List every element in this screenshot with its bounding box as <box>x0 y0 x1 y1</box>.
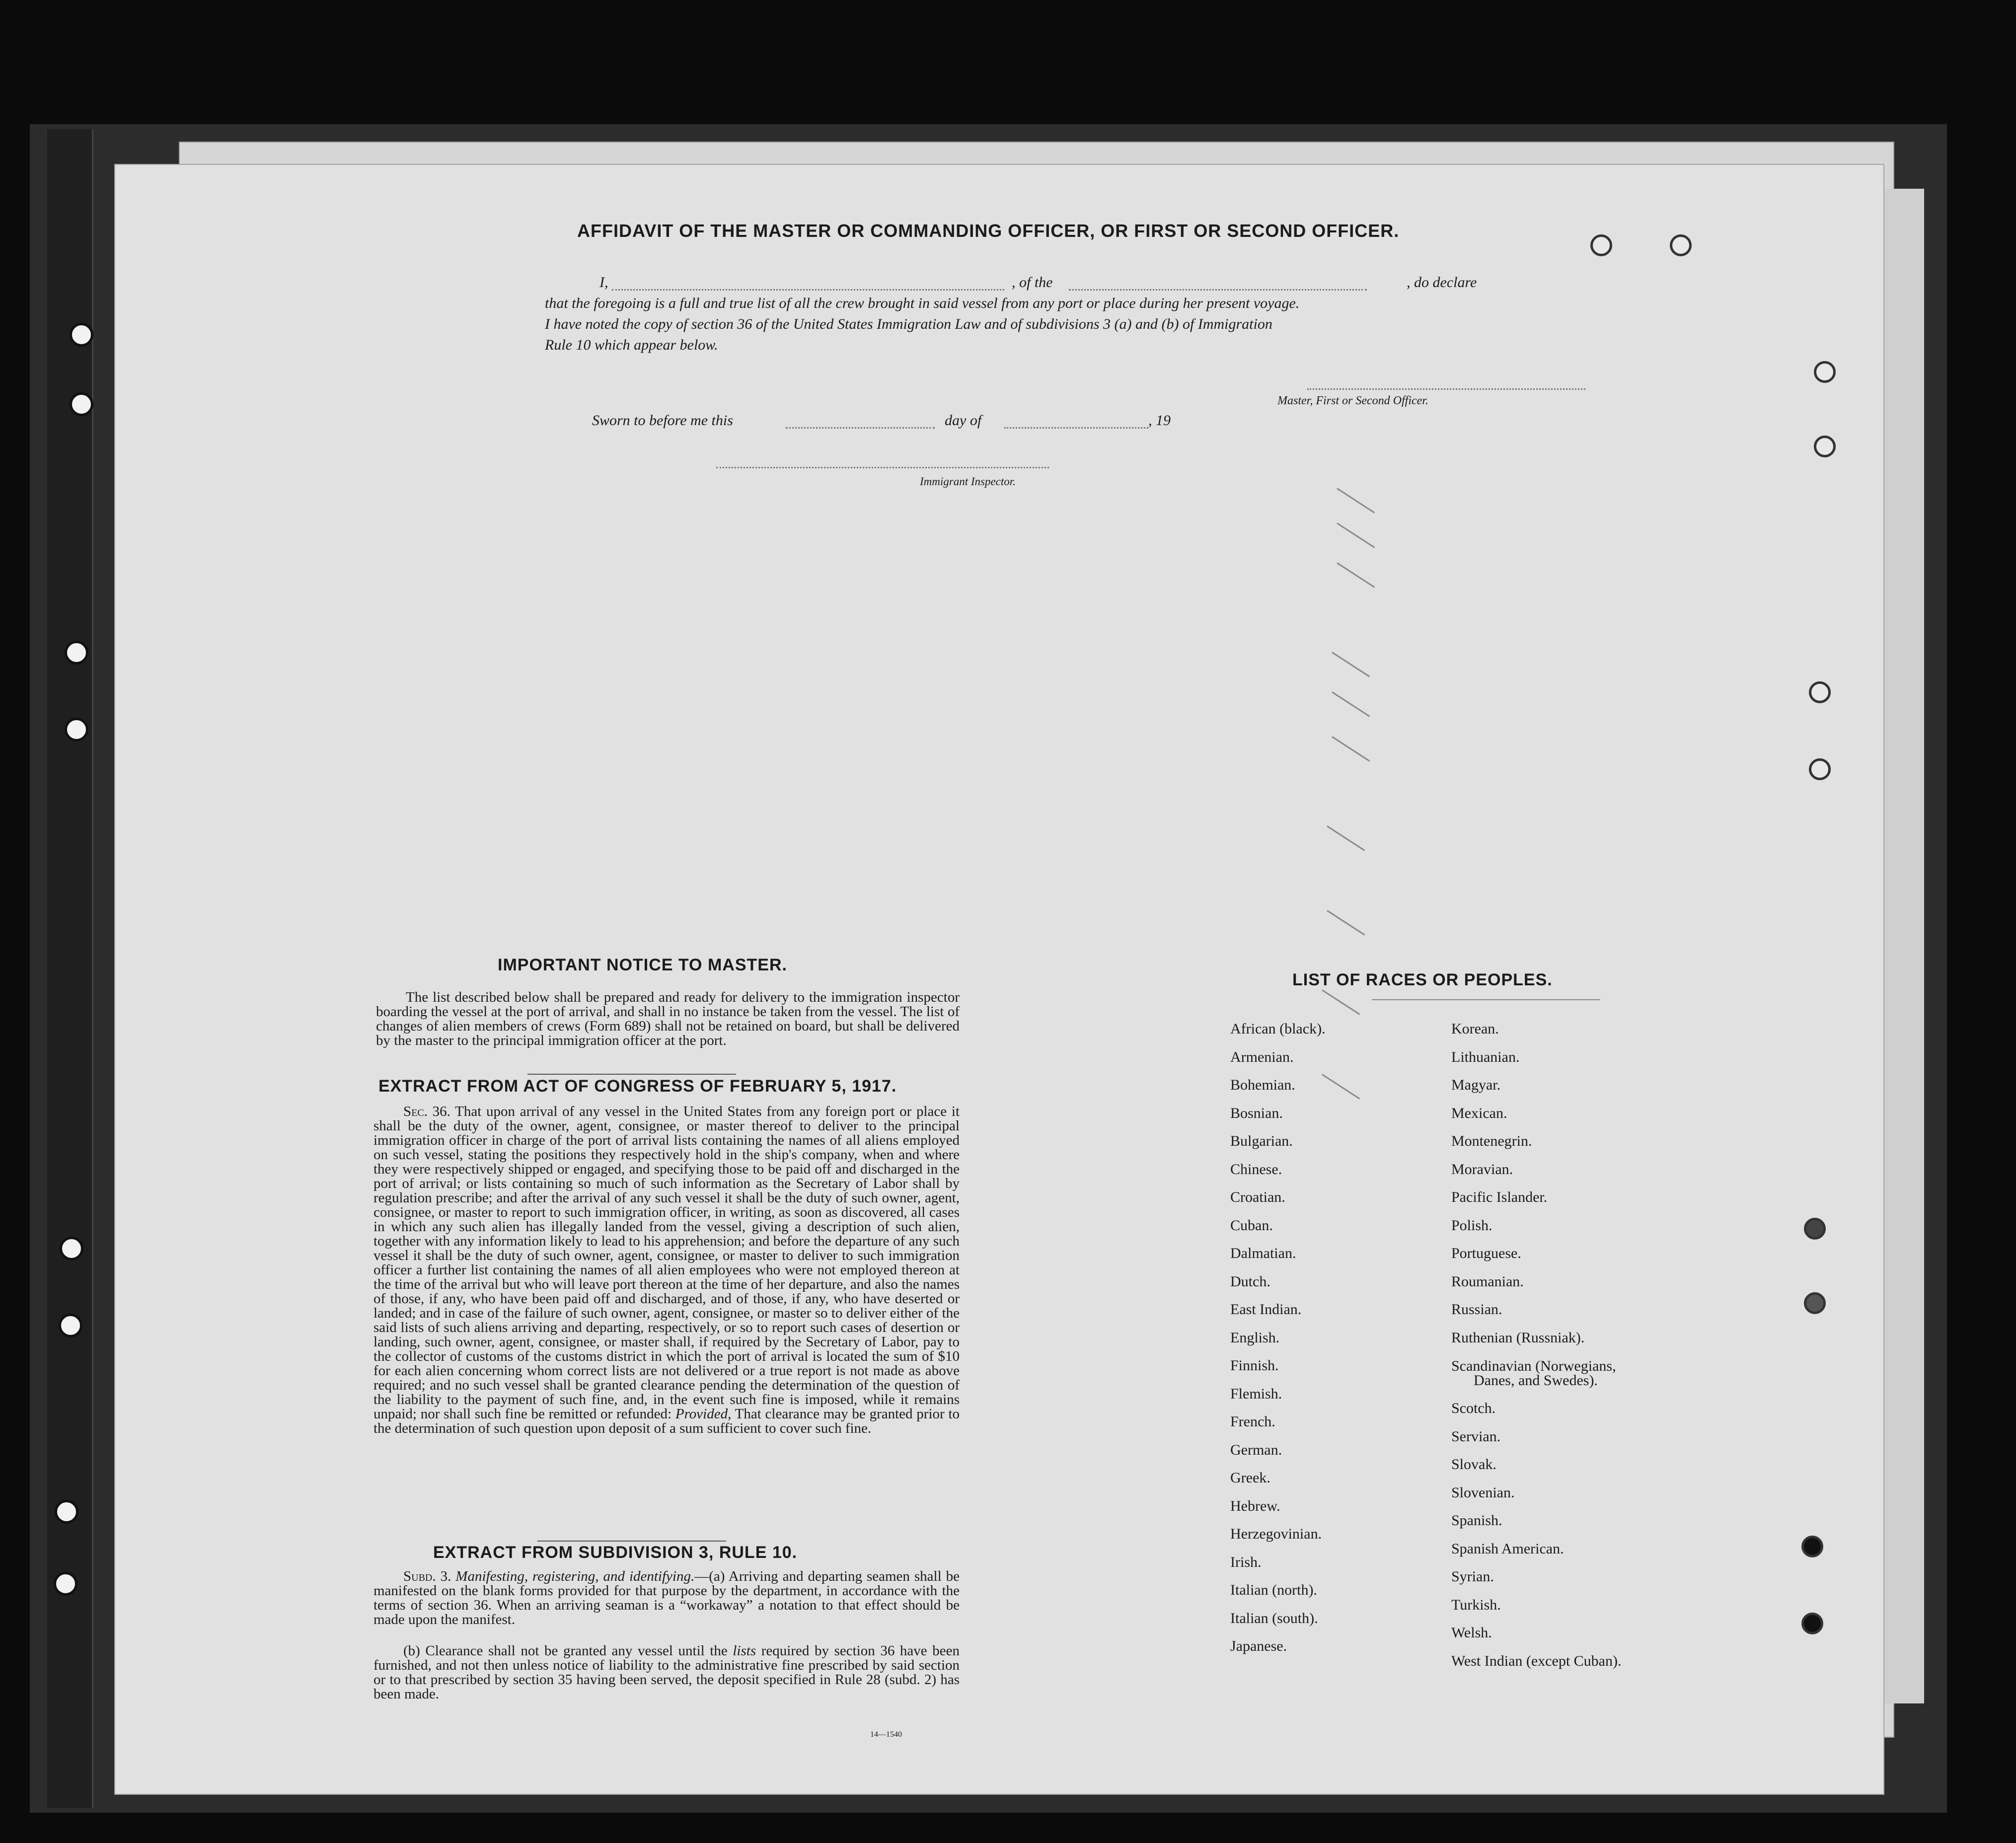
binder-hole <box>65 718 88 741</box>
page-hole <box>1804 1292 1826 1314</box>
sworn-text: Sworn to before me this <box>592 412 733 429</box>
race-item: Dalmatian. <box>1230 1245 1296 1261</box>
page-hole <box>1814 436 1836 457</box>
binder-hole <box>59 1314 82 1337</box>
binder-hole <box>55 1500 78 1524</box>
races-column-1 <box>1230 1015 1326 1661</box>
page-hole <box>1809 758 1831 780</box>
race-item: Italian (south). <box>1230 1610 1318 1626</box>
race-item: Scotch. <box>1451 1400 1496 1416</box>
sworn-month-blank <box>1004 427 1148 429</box>
vessel-blank <box>1069 289 1367 291</box>
race-item: Italian (north). <box>1230 1582 1317 1598</box>
race-item: African (black). <box>1230 1021 1326 1037</box>
race-item: Danes, and Swedes). <box>1474 1372 1598 1389</box>
sec-label: Sec. 36. <box>403 1104 450 1119</box>
pen-mark <box>1332 736 1370 762</box>
provided-word: Provided, <box>675 1406 732 1422</box>
race-item: German. <box>1230 1441 1282 1458</box>
race-item: Magyar. <box>1451 1077 1501 1093</box>
race-item: Bulgarian. <box>1230 1133 1293 1149</box>
pen-mark <box>1332 652 1370 677</box>
race-item: Armenian. <box>1230 1048 1294 1065</box>
signature-label: Master, First or Second Officer. <box>1277 394 1428 407</box>
race-item: Moravian. <box>1451 1161 1513 1178</box>
notice-rule <box>527 1074 736 1075</box>
race-item: Slovenian. <box>1451 1484 1515 1501</box>
races-column-2 <box>1451 1015 1621 1675</box>
race-item: Roumanian. <box>1451 1273 1524 1290</box>
extract-rule-para-b <box>373 1644 960 1701</box>
race-item: Ruthenian (Russniak). <box>1451 1329 1585 1346</box>
binder-hole <box>60 1237 83 1260</box>
page-hole <box>1804 1218 1826 1240</box>
extract-rule-para-a <box>373 1569 960 1627</box>
pen-mark <box>1337 562 1375 588</box>
name-blank <box>612 289 1004 291</box>
race-item: Flemish. <box>1230 1385 1282 1402</box>
binder-hole <box>70 323 93 347</box>
race-item: Pacific Islander. <box>1451 1189 1548 1205</box>
page-hole <box>1670 234 1692 256</box>
page-hole <box>1801 1613 1823 1634</box>
sworn-year: , 19 <box>1148 412 1171 429</box>
race-item: Welsh. <box>1451 1624 1492 1641</box>
sworn-date-blank <box>786 427 935 429</box>
race-item: Hebrew. <box>1230 1497 1280 1514</box>
race-item: Korean. <box>1451 1021 1499 1037</box>
race-item: Bosnian. <box>1230 1105 1283 1121</box>
affidavit-i: I, <box>599 274 608 291</box>
pen-mark <box>1327 910 1365 936</box>
race-item: Turkish. <box>1451 1596 1501 1613</box>
pen-mark <box>1322 1074 1360 1100</box>
race-item: West Indian (except Cuban). <box>1451 1652 1622 1669</box>
races-rule <box>1372 999 1600 1000</box>
pen-mark <box>1337 488 1375 514</box>
sworn-day-of: day of <box>945 412 982 429</box>
page-hole <box>1809 681 1831 703</box>
race-item: Cuban. <box>1230 1217 1273 1234</box>
race-item: Herzegovinian. <box>1230 1526 1322 1542</box>
race-item: Montenegrin. <box>1451 1133 1532 1149</box>
affidavit-line2: that the foregoing is a full and true list of all the crew brought in said vessel from any port or place during her present voyage. <box>545 295 1300 311</box>
race-item: Greek. <box>1230 1470 1270 1486</box>
pen-mark <box>1322 989 1360 1015</box>
signature-blank <box>1307 388 1585 390</box>
form-number: 14—1540 <box>870 1730 902 1739</box>
binder-strip <box>47 129 93 1808</box>
binder-hole <box>70 392 93 416</box>
inspector-label: Immigrant Inspector. <box>920 475 1016 488</box>
subd-italic: Manifesting, registering, and identifying. <box>455 1568 695 1584</box>
race-item: Polish. <box>1451 1217 1493 1234</box>
affidavit-line3: I have noted the copy of section 36 of the United States Immigration Law and of subdivisions 3 (a) and (b) of Immigration <box>545 316 1272 332</box>
inspector-blank <box>716 467 1049 468</box>
race-item: Croatian. <box>1230 1189 1285 1205</box>
race-item: Portuguese. <box>1451 1245 1521 1261</box>
race-item: Mexican. <box>1451 1105 1507 1121</box>
race-item: Spanish American. <box>1451 1540 1564 1557</box>
extract-rule-title: EXTRACT FROM SUBDIVISION 3, RULE 10. <box>433 1543 798 1562</box>
affidavit-of-the: , of the <box>1012 274 1053 291</box>
race-item: Bohemian. <box>1230 1077 1295 1093</box>
race-item: English. <box>1230 1329 1280 1346</box>
sec-body: That upon arrival of any vessel in the United States from any foreign port or place it shall be the duty of the owner, agent, consignee, or master thereof to deliver to the principal immigration officer in charge of the port of arrival lists containing the names of all aliens employed on such vessel, stating the positions they respectively hold in the ship's company, when and where they were respectively shipped or engaged, and specifying those to be paid off and discharged in the port of arrival; or lists containing so much of such information as the Secretary of Labor shall by regulation prescribe; and after the arrival of any such vessel it shall be the duty of such owner, agent, consignee, or master to report to such immigration officer, in writing, as soon as discovered, all cases in which any such alien has illegally landed from the vessel, giving a description of such alien, together with any information likely to lead to his apprehension; and before the departure of any such vessel it shall be the duty of such owner, agent, consignee, or master to deliver to such immigration officer a further list containing the names of all alien employees who were not employed thereon at the time of the arrival but who will leave port thereon at the time of her departure, and also the names of those, if any, who have been paid off and discharged, and of those, if any, who have deserted or landed; and in case of the failure of such owner, agent, consignee, or master so to deliver either of the said lists of such aliens arriving and departing, respectively, or so to report such cases of desertion or landing, such owner, agent, consignee, or master shall, if required by the Secretary of Labor, pay to the collector of customs of the customs district in which the port of arrival is located the sum of $10 for each alien concerning whom correct lists are not delivered or a true report is not made as above required; and no such vessel shall be granted clearance pending the determination of the question of the liability to the payment of such fine, and, in the event such fine is imposed, while it remains unpaid; nor shall such fine be remitted or refunded: <box>373 1104 960 1422</box>
pen-mark <box>1327 825 1365 851</box>
race-item: Finnish. <box>1230 1357 1279 1374</box>
race-item: Lithuanian. <box>1451 1048 1520 1065</box>
para-b-start: (b) Clearance shall not be granted any vessel until the <box>403 1643 728 1659</box>
sec-body-end: That clearance may be granted prior to the determination of such question upon deposit of a sum sufficient to cover such fine. <box>373 1406 960 1436</box>
page-hole <box>1801 1536 1823 1557</box>
affidavit-title: AFFIDAVIT OF THE MASTER OR COMMANDING OFFICER, OR FIRST OR SECOND OFFICER. <box>577 221 1400 241</box>
notice-body: The list described below shall be prepared and ready for delivery to the immigration inspector boarding the vessel at the port of arrival, and shall in no instance be taken from the vessel. The list of changes of alien members of crews (Form 689) shall not be retained on board, but shall be delivered by the master to the principal immigration officer at the port. <box>376 989 960 1048</box>
race-item: Servian. <box>1451 1428 1501 1445</box>
race-item: East Indian. <box>1230 1301 1302 1318</box>
para-b-end: required by section 36 have been furnished, and not then unless notice of liability to the administrative fine prescribed by said section or to that prescribed by section 35 having been served, the deposit specified in Rule 28 (subd. 2) has been made. <box>373 1643 960 1702</box>
race-item: Dutch. <box>1230 1273 1270 1290</box>
extract-act-body <box>373 1105 960 1436</box>
affidavit-line4: Rule 10 which appear below. <box>545 337 718 353</box>
race-item: Russian. <box>1451 1301 1502 1318</box>
page-hole <box>1590 234 1612 256</box>
extract-rule-divider <box>537 1541 726 1542</box>
page-hole <box>1814 361 1836 383</box>
extract-act-title: EXTRACT FROM ACT OF CONGRESS OF FEBRUARY 5, 1917. <box>378 1077 897 1096</box>
race-item: Syrian. <box>1451 1568 1494 1585</box>
race-item: Chinese. <box>1230 1161 1282 1178</box>
subd-para-a: —(a) Arriving and departing seamen shall be manifested on the blank forms provided for that purpose by the department, in accordance with the terms of section 36. When an arriving seaman is a “workaway” a notation to that effect should be made upon the manifest. <box>373 1568 960 1627</box>
race-item: French. <box>1230 1413 1275 1430</box>
race-item: Slovak. <box>1451 1456 1496 1473</box>
race-item: Spanish. <box>1451 1512 1502 1529</box>
notice-title: IMPORTANT NOTICE TO MASTER. <box>498 956 787 974</box>
races-title: LIST OF RACES OR PEOPLES. <box>1292 970 1553 989</box>
manifest-page <box>114 164 1884 1795</box>
para-b-italic: lists <box>733 1643 756 1659</box>
pen-mark <box>1337 522 1375 548</box>
pen-mark <box>1332 691 1370 717</box>
race-item: Irish. <box>1230 1553 1262 1570</box>
binder-hole <box>65 641 88 664</box>
affidavit-declare: , do declare <box>1407 274 1477 291</box>
race-item: Japanese. <box>1230 1638 1287 1654</box>
subd-label: Subd. 3. <box>403 1568 451 1584</box>
race-item: Scandinavian (Norwegians, <box>1451 1358 1616 1374</box>
binder-hole <box>54 1572 77 1596</box>
